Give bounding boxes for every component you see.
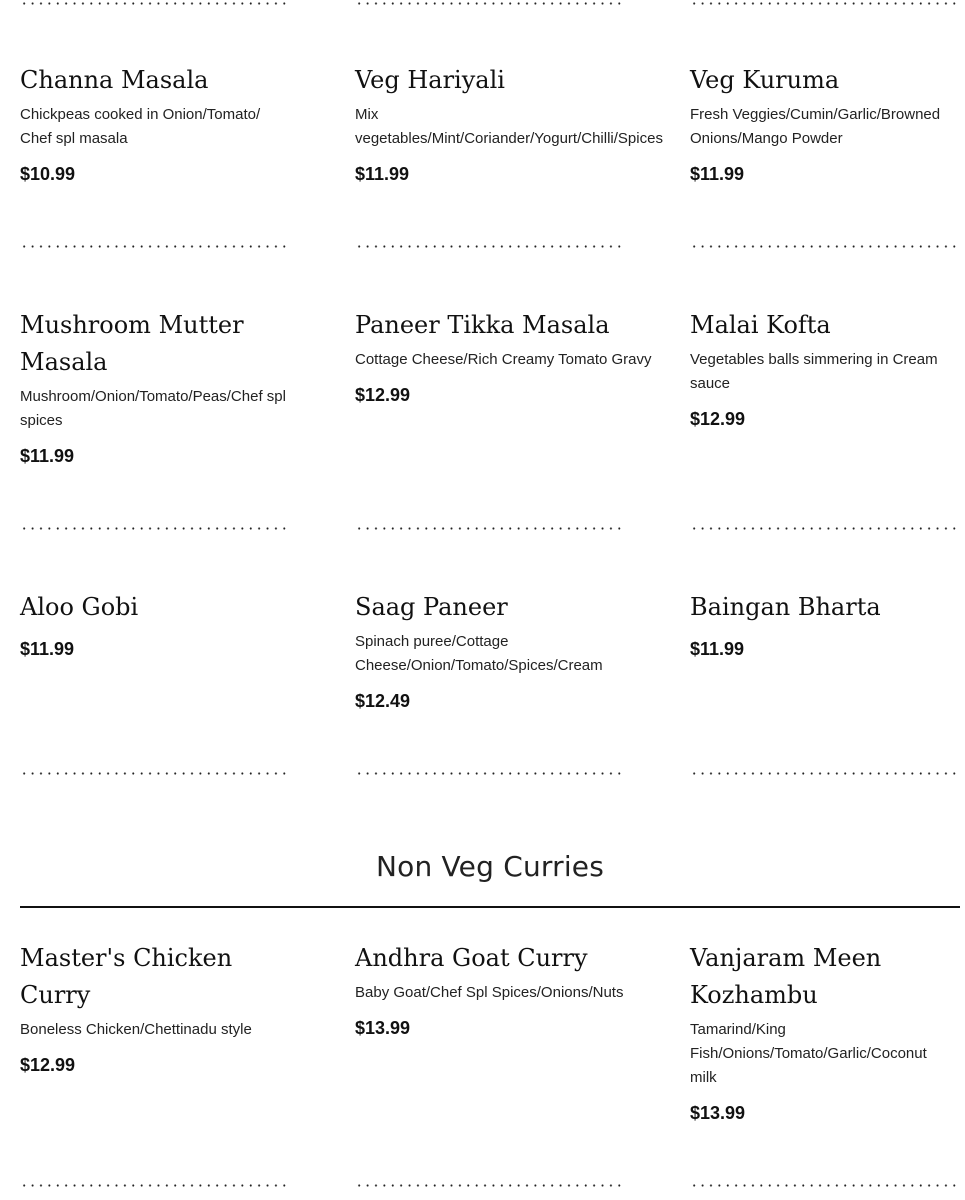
dotted-divider	[690, 772, 960, 775]
item-price: $11.99	[20, 639, 75, 659]
item-price: $11.99	[355, 164, 410, 184]
item-name: Vanjaram Meen Kozhambu	[690, 944, 882, 1009]
item-description: Boneless Chicken/Chettinadu style	[20, 1021, 252, 1038]
item-name: Veg Kuruma	[690, 66, 840, 94]
item-name: Veg Hariyali	[355, 66, 505, 94]
item-name: Aloo Gobi	[20, 593, 139, 621]
item-description: Baby Goat/Chef Spl Spices/Onions/Nuts	[355, 984, 624, 1001]
item-name: Mushroom Mutter Masala	[20, 311, 244, 376]
item-price: $10.99	[20, 164, 76, 184]
item-description: Mix vegetables/Mint/Coriander/Yogurt/Chilli/Spices	[355, 106, 663, 147]
item-price: $11.99	[20, 446, 75, 466]
menu-item	[690, 589, 955, 660]
menu-item	[20, 940, 292, 1076]
dotted-divider	[355, 772, 625, 775]
item-name: Malai Kofta	[690, 311, 831, 339]
dotted-divider	[690, 1184, 960, 1187]
dotted-divider	[690, 245, 960, 248]
item-name: Saag Paneer	[355, 593, 508, 621]
item-description: Spinach puree/Cottage Cheese/Onion/Tomato/Spices/Cream	[355, 633, 603, 674]
item-description: Vegetables balls simmering in Cream sauce	[690, 351, 938, 392]
item-price: $12.99	[20, 1055, 76, 1075]
menu-item	[20, 62, 292, 185]
item-description: Chickpeas cooked in Onion/Tomato/ Chef spl masala	[20, 106, 261, 147]
section-title: Non Veg Curries	[375, 850, 605, 883]
dotted-divider	[355, 245, 625, 248]
section-divider	[20, 906, 960, 908]
dotted-divider	[20, 527, 290, 530]
item-name: Baingan Bharta	[690, 593, 881, 621]
dotted-divider	[355, 1184, 625, 1187]
item-name: Paneer Tikka Masala	[355, 311, 610, 339]
menu-item	[690, 307, 955, 430]
menu-item	[20, 589, 292, 660]
item-price: $13.99	[690, 1103, 746, 1123]
item-name: Andhra Goat Curry	[355, 944, 588, 972]
dotted-divider	[355, 2, 625, 5]
item-price: $12.99	[690, 409, 746, 429]
item-description: Tamarind/King Fish/Onions/Tomato/Garlic/Coconut milk	[690, 1021, 927, 1086]
item-price: $13.99	[355, 1018, 411, 1038]
item-name: Master's Chicken Curry	[20, 944, 233, 1009]
menu-item	[690, 940, 955, 1124]
item-name: Channa Masala	[20, 66, 209, 94]
dotted-divider	[20, 1184, 290, 1187]
menu-item	[355, 940, 680, 1039]
dotted-divider	[690, 527, 960, 530]
item-price: $12.49	[355, 691, 411, 711]
menu-item	[355, 62, 680, 185]
item-description: Cottage Cheese/Rich Creamy Tomato Gravy	[355, 351, 652, 368]
menu-item	[355, 589, 680, 712]
item-description: Fresh Veggies/Cumin/Garlic/Browned Onions/Mango Powder	[690, 106, 941, 147]
item-description: Mushroom/Onion/Tomato/Peas/Chef spl spices	[20, 388, 286, 429]
menu-item	[20, 307, 292, 467]
item-price: $11.99	[690, 639, 745, 659]
item-price: $12.99	[355, 385, 411, 405]
menu-item	[355, 307, 680, 406]
dotted-divider	[20, 2, 290, 5]
item-price: $11.99	[690, 164, 745, 184]
dotted-divider	[20, 772, 290, 775]
menu-item	[690, 62, 955, 185]
dotted-divider	[355, 527, 625, 530]
dotted-divider	[20, 245, 290, 248]
dotted-divider	[690, 2, 960, 5]
